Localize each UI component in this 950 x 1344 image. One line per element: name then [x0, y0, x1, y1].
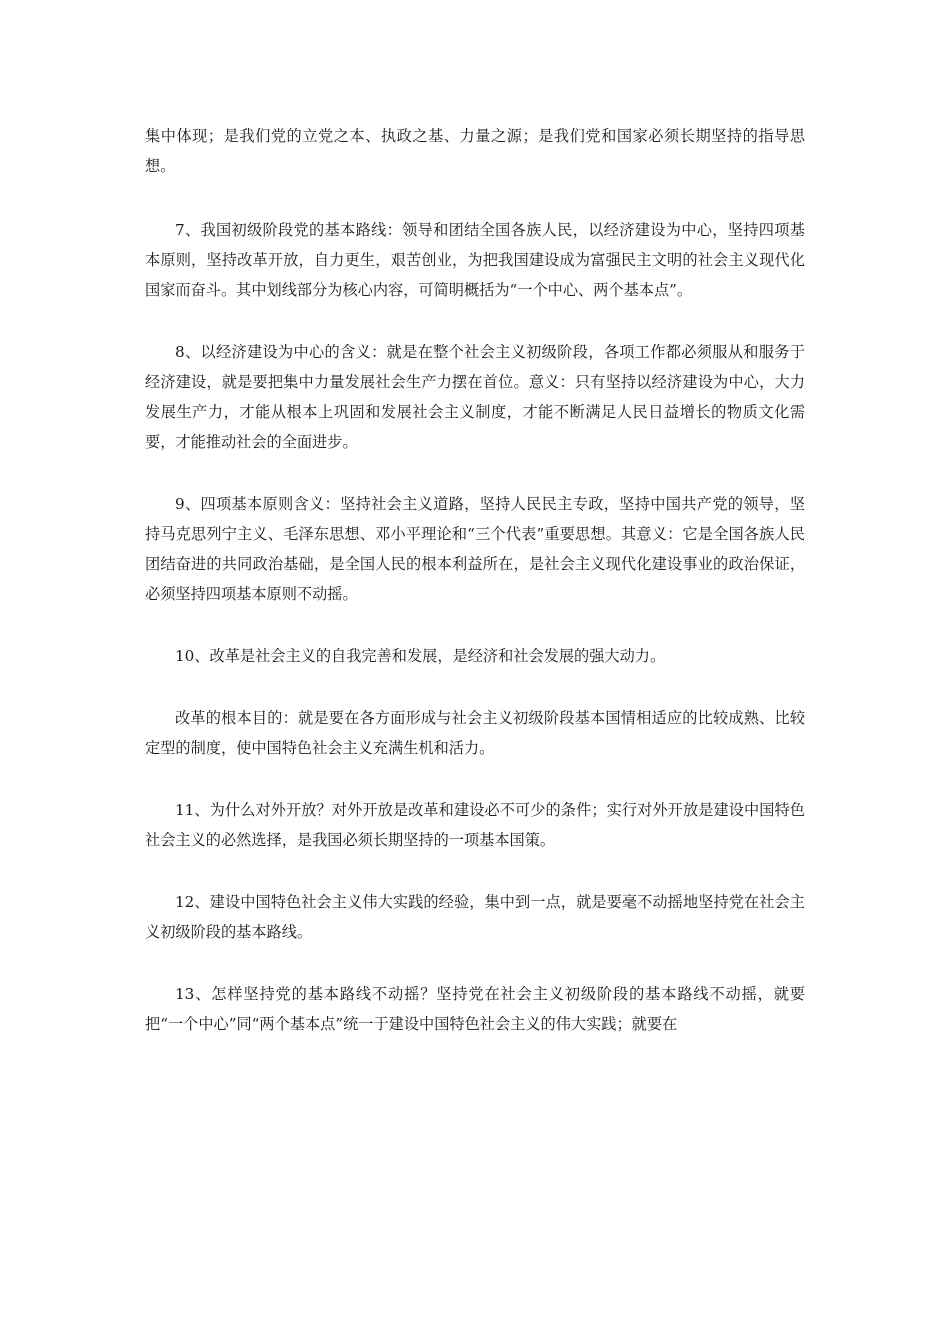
paragraph-item-11: 11、为什么对外开放？对外开放是改革和建设必不可少的条件；实行对外开放是建设中国特色社会主义的必然选择，是我国必须长期坚持的一项基本国策。 — [145, 801, 805, 849]
paragraph-item-12: 12、建设中国特色社会主义伟大实践的经验，集中到一点，就是要毫不动摇地坚持党在社会主义初级阶段的基本路线。 — [145, 893, 805, 941]
paragraph-continuation: 集中体现；是我们党的立党之本、执政之基、力量之源；是我们党和国家必须长期坚持的指导思想。 — [145, 127, 805, 175]
document-page — [145, 121, 805, 1071]
paragraph-item-9: 9、四项基本原则含义：坚持社会主义道路，坚持人民民主专政，坚持中国共产党的领导，坚持马克思列宁主义、毛泽东思想、邓小平理论和“三个代表”重要思想。其意义：它是全国各族人民团结奋进的共同政治基础，是全国人民的根本利益所在，是社会主义现代化建设事业的政治保证，必须坚持四项基本原则不动摇。 — [145, 495, 805, 603]
paragraph-item-10: 10、改革是社会主义的自我完善和发展，是经济和社会发展的强大动力。 — [175, 647, 666, 665]
paragraph-item-13: 13、怎样坚持党的基本路线不动摇？坚持党在社会主义初级阶段的基本路线不动摇，就要把“一个中心”同“两个基本点”统一于建设中国特色社会主义的伟大实践；就要在 — [145, 985, 805, 1033]
paragraph-item-8: 8、以经济建设为中心的含义：就是在整个社会主义初级阶段，各项工作都必须服从和服务于经济建设，就是要把集中力量发展社会生产力摆在首位。意义：只有坚持以经济建设为中心，大力发展生产力，才能从根本上巩固和发展社会主义制度，才能不断满足人民日益增长的物质文化需要，才能推动社会的全面进步。 — [145, 343, 805, 451]
paragraph-item-7: 7、我国初级阶段党的基本路线：领导和团结全国各族人民，以经济建设为中心，坚持四项基本原则，坚持改革开放，自力更生，艰苦创业，为把我国建设成为富强民主文明的社会主义现代化国家而奋斗。其中划线部分为核心内容，可简明概括为“一个中心、两个基本点”。 — [145, 221, 805, 299]
paragraph-reform-purpose: 改革的根本目的：就是要在各方面形成与社会主义初级阶段基本国情相适应的比较成熟、比较定型的制度，使中国特色社会主义充满生机和活力。 — [145, 709, 805, 757]
